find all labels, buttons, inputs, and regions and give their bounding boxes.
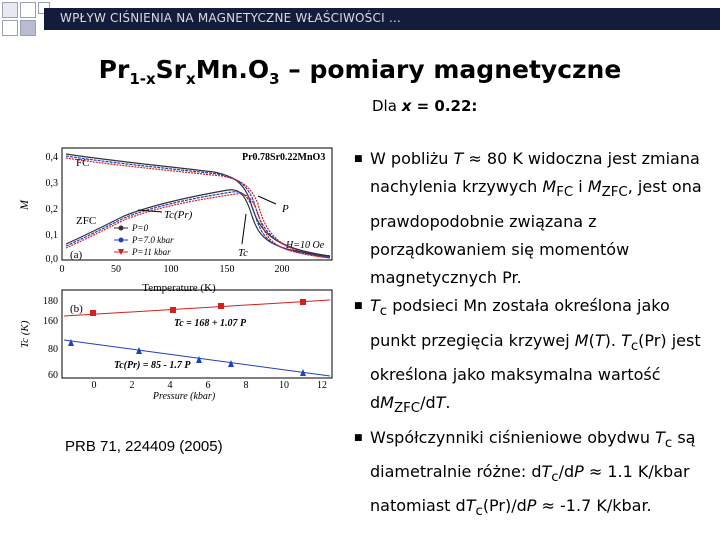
panel-b-label: (b) xyxy=(70,303,83,315)
slide-subtitle: Dla x = 0.22: xyxy=(372,97,478,115)
bottom-xtick: 6 xyxy=(205,380,211,391)
bottom-ytick: 80 xyxy=(48,344,58,355)
bottom-xtick: 0 xyxy=(91,380,97,391)
top-xtick: 0 xyxy=(59,264,65,275)
top-ytick: 0,2 xyxy=(45,204,58,215)
field-label: H=10 Oe xyxy=(286,240,325,251)
top-xtick: 50 xyxy=(111,264,121,275)
bottom-ytick: 180 xyxy=(43,296,58,307)
top-ytick: 0,1 xyxy=(45,230,58,241)
slide-title: $Pr_{1-x}Sr_xMn.O_3$ – pomiary magnetyczne xyxy=(98,55,622,88)
bottom-xtick: 10 xyxy=(279,380,289,391)
top-xtick: 200 xyxy=(274,264,290,275)
legend-p0: P=0 xyxy=(132,223,149,233)
bottom-xtick: 2 xyxy=(129,380,135,391)
bullet-item-1: ■ W pobliżu T ≈ 80 K widoczna jest zmiana nachylenia krzywych $M_{FC}$ i $M_{ZFC}$, jest ona prawdopodobnie związana z porządkowaniem się momentów magnetycznych Pr. xyxy=(354,145,714,292)
legend-p11: P=11 kbar xyxy=(132,247,171,257)
bottom-xtick: 8 xyxy=(243,380,249,391)
bullet-square-icon: ■ xyxy=(354,432,363,443)
bottom-xtick: 4 xyxy=(167,380,173,391)
bullet-square-icon: ■ xyxy=(354,301,363,312)
magnetization-figure xyxy=(14,140,344,402)
zfc-label: ZFC xyxy=(76,215,97,227)
bottom-ylabel: Tc (K) xyxy=(19,320,31,348)
bullet-item-2: ■ $T_c$ podsieci Mn została określona jako punkt przegięcia krzywej M(T). $T_c(Pr)$ jest określona jako maksymalna wartość $dM_{ZFC}/dT$. xyxy=(354,292,714,423)
header-text: WPŁYW CIŚNIENIA NA MAGNETYCZNE WŁAŚCIWOŚCI … xyxy=(60,11,402,25)
fit-line-top xyxy=(64,300,330,316)
top-ytick: 0,3 xyxy=(45,178,58,189)
top-panel-title: Pr0.78Sr0.22MnO3 xyxy=(242,152,326,163)
top-xtick: 100 xyxy=(163,264,179,275)
bottom-xlabel: Pressure (kbar) xyxy=(152,391,216,402)
fit-bottom-label: Tc(Pr) = 85 - 1.7 P xyxy=(114,360,191,371)
bottom-ytick: 60 xyxy=(48,370,58,381)
top-ytick: 0,0 xyxy=(45,254,58,265)
tc-pr-label: Tc(Pr) xyxy=(164,209,193,221)
tc-label: Tc xyxy=(238,247,248,259)
bullet-square-icon: ■ xyxy=(354,154,363,164)
top-xtick: 150 xyxy=(219,264,235,275)
bottom-ytick: 160 xyxy=(43,316,58,327)
fit-top-label: Tc = 168 + 1.07 P xyxy=(174,318,247,329)
bullet-list xyxy=(354,145,714,527)
pressure-arrow-label: P xyxy=(282,203,289,215)
bottom-xtick: 12 xyxy=(317,380,327,391)
top-ylabel: M xyxy=(17,200,31,210)
reference-citation: PRB 71, 224409 (2005) xyxy=(65,438,223,455)
legend-p7: P=7.0 kbar xyxy=(132,235,174,245)
fit-line-bottom xyxy=(64,340,330,376)
bullet-item-3: ■ Współczynniki ciśnieniowe obydwu $T_c$ są diametralnie różne: $dT_c/dP \approx 1.1$ K/kbar natomiast $dT_c(Pr)/dP \approx -1.7$ K/kbar. xyxy=(354,424,714,527)
panel-a-label: (a) xyxy=(70,249,83,261)
fc-label: FC xyxy=(76,157,90,169)
top-xlabel: Temperature (K) xyxy=(142,282,216,294)
top-ytick: 0,4 xyxy=(45,152,58,163)
